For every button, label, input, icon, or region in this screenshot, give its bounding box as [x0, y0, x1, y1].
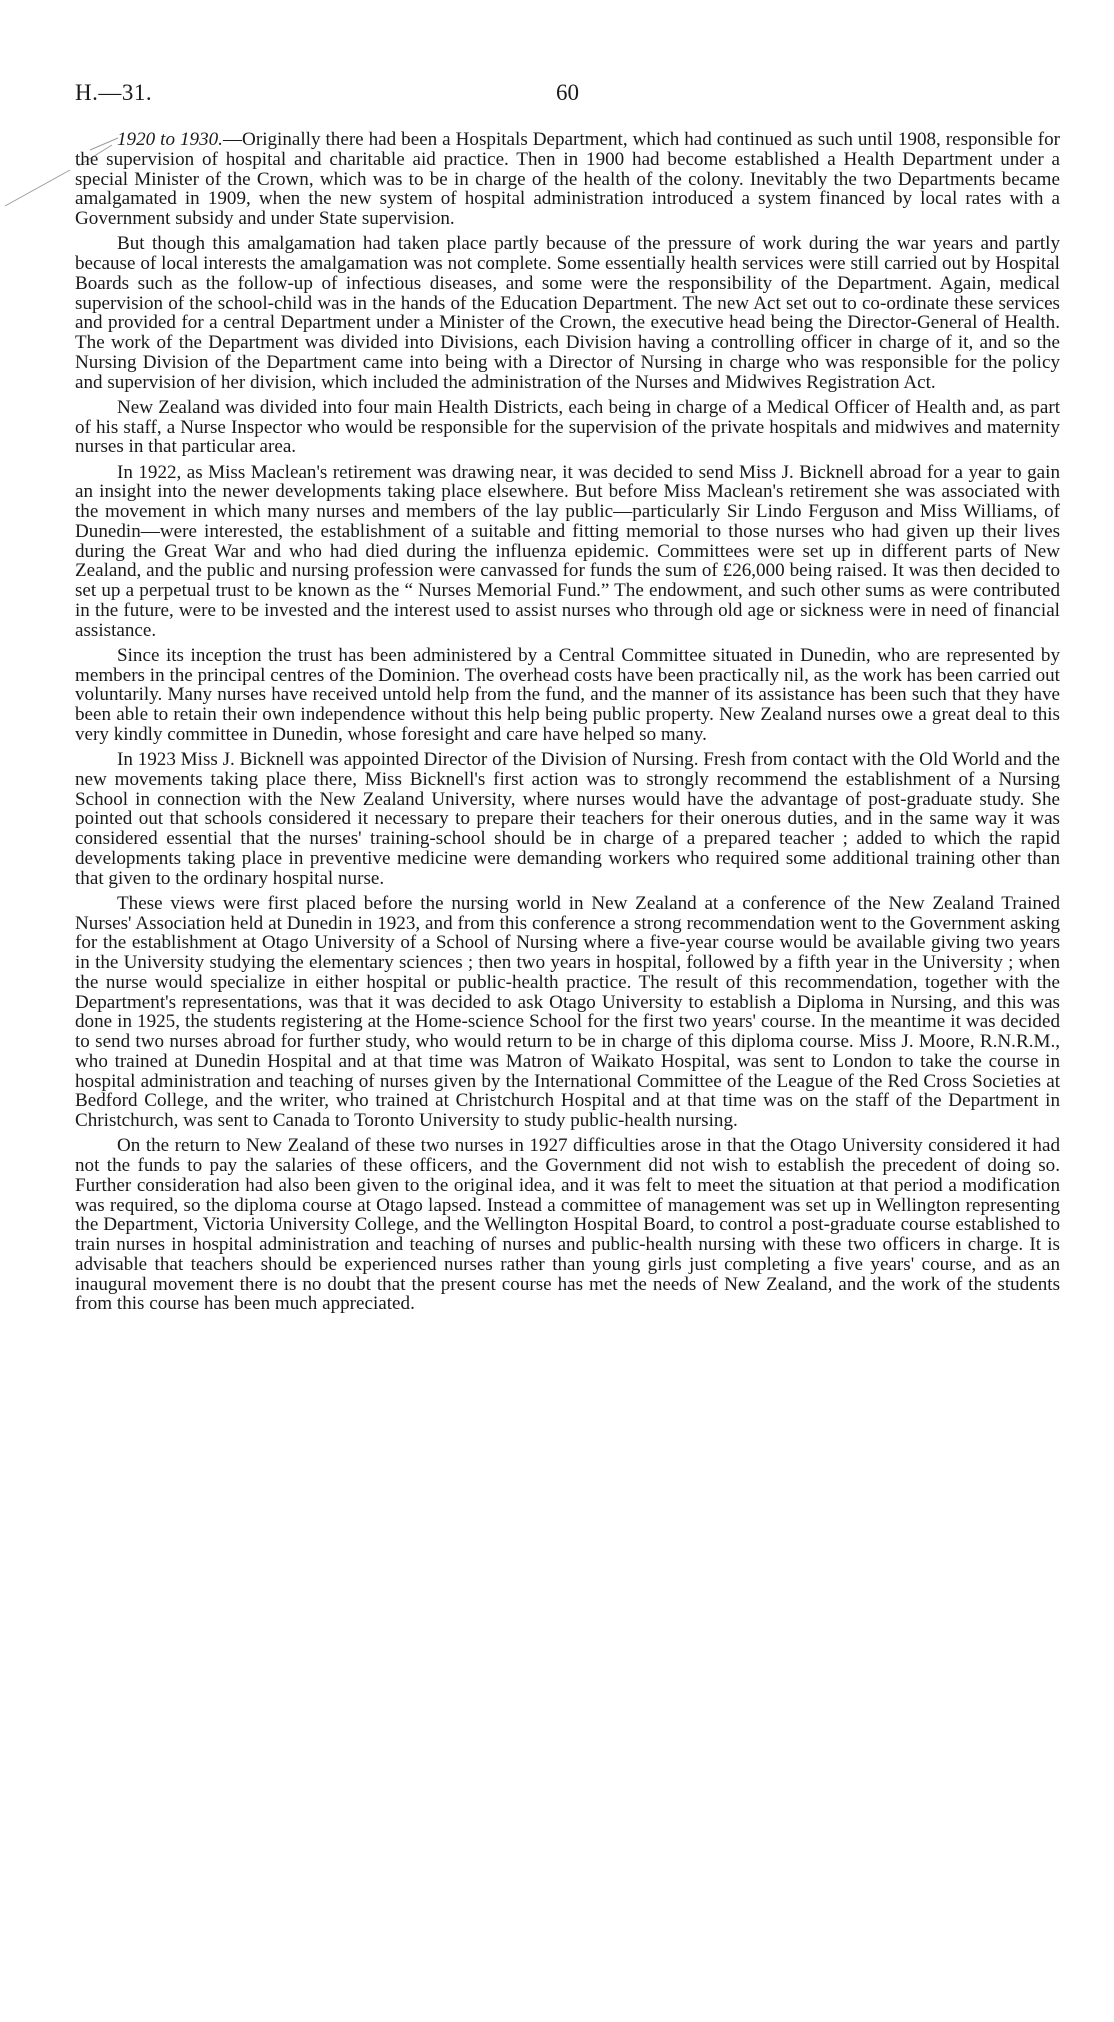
paragraph: New Zealand was divided into four main Health Districts, each being in charge of a Medical Officer of Health and, as part of his staff, a Nurse Inspector who would be responsible for the supervision of the private hospitals and midwives and maternity nurses in that particular area. — [75, 396, 1060, 458]
paragraph — [75, 130, 1060, 229]
paragraph: In 1923 Miss J. Bicknell was appointed Director of the Division of Nursing. Fresh from contact with the Old World and the new movements taking place there, Miss Bicknell's first action was to strongly recommend the establishment of a Nursing School in connection with the New Zealand University, where nurses would have the advantage of post-graduate study. She pointed out that schools considered it necessary to prepare their teachers for their onerous duties, and in the same way it was considered essential that the nurses' training-school should be in charge of a prepared teacher ; added to which the rapid developments taking place in preventive medicine were demanding workers who required some additional training other than that given to the ordinary hospital nurse. — [75, 749, 1060, 889]
paragraph: On the return to New Zealand of these two nurses in 1927 difficulties arose in that the Otago University considered it had not the funds to pay the salaries of these officers, and the Government did not wish to establish the precedent of doing so. Further consideration had also been given to the original idea, and it was felt to meet the situation at that period a modification was required, so the diploma course at Otago lapsed. Instead a committee of management was set up in Wellington representing the Department, Victoria University College, and the Wellington Hospital Board, to control a post-graduate course established to train nurses in hospital administration and teaching of nurses and public-health nursing with these two officers in charge. It is advisable that teachers should be experienced nurses rather than young girls just completing a five years' course, and as an inaugural movement there is no doubt that the present course has met the needs of New Zealand, and the work of the students from this course has been much appreciated. — [75, 1135, 1060, 1315]
paragraph: These views were first placed before the nursing world in New Zealand at a conference of the New Zealand Trained Nurses' Association held at Dunedin in 1923, and from this conference a strong recommendation went to the Government asking for the establishment at Otago University of a School of Nursing where a five-year course would be available giving two years in the University studying the elementary sciences ; then two years in hospital, followed by a fifth year in the University ; when the nurse would specialize in either hospital or public-health practice. The result of this recommendation, together with the Department's representations, was that it was decided to ask Otago University to establish a Diploma in Nursing, and this was done in 1925, the students registering at the Home-science School for the first two years' course. In the meantime it was decided to send two nurses abroad for further study, who would return to be in charge of this diploma course. Miss J. Moore, R.N.R.M., who trained at Dunedin Hospital and at that time was Matron of Waikato Hospital, was sent to London to take the course in hospital administration and teaching of nurses given by the International Committee of the League of the Red Cross Societies at Bedford College, and the writer, who trained at Christchurch Hospital and at that time was on the staff of the Department in Christchurch, was sent to Canada to Toronto University to study public-health nursing. — [75, 892, 1060, 1131]
page-header — [75, 80, 1060, 110]
paragraph: Since its inception the trust has been administered by a Central Committee situated in Dunedin, who are represented by members in the principal centres of the Dominion. The overhead costs have been practically nil, as the work has been carried out voluntarily. Many nurses have received untold help from the fund, and the manner of its assistance has been such that they have been able to retain their own independence without this help being public property. New Zealand nurses owe a great deal to this very kindly committee in Dunedin, whose foresight and care have helped so many. — [75, 644, 1060, 745]
document-body — [75, 130, 1060, 1320]
page-number: 60 — [556, 80, 579, 105]
paragraph-text: —Originally there had been a Hospitals Department, which had continued as such until 1908, responsible for the supervision of hospital and charitable aid practice. Then in 1900 had become established a Health Department under a special Minister of the Crown, which was to be in charge of the health of the colony. Inevitably the two Departments became amalgamated in 1909, when the new system of hospital administration introduced a system financed by local rates with a Government subsidy and under State supervision. — [75, 129, 1060, 229]
section-lead: 1920 to 1930. — [117, 129, 223, 150]
paragraph: In 1922, as Miss Maclean's retirement was drawing near, it was decided to send Miss J. Bicknell abroad for a year to gain an insight into the newer developments taking place elsewhere. But before Miss Maclean's retirement she was associated with the movement in which many nurses and members of the lay public—particularly Sir Lindo Ferguson and Miss Williams, of Dunedin—were interested, the establishment of a suitable and fitting memorial to those nurses who had given up their lives during the Great War and who had died during the influenza epidemic. Committees were set up in different parts of New Zealand, and the public and nursing profession were canvassed for funds the sum of £26,000 being raised. It was then decided to set up a perpetual trust to be known as the “ Nurses Memorial Fund.” The endowment, and such other sums as were contributed in the future, were to be invested and the interest used to assist nurses who through old age or sickness were in need of financial assistance. — [75, 461, 1060, 641]
document-reference: H.—31. — [75, 80, 153, 105]
paragraph: But though this amalgamation had taken place partly because of the pressure of work during the war years and partly because of local interests the amalgamation was not complete. Some essentially health services were still carried out by Hospital Boards such as the follow-up of infectious diseases, and some were the responsibility of the Department. Again, medical supervision of the school-child was in the hands of the Education Department. The new Act set out to co-ordinate these services and provided for a central Department under a Minister of the Crown, the executive head being the Director-General of Health. The work of the Department was divided into Divisions, each Division having a controlling officer in charge of it, and so the Nursing Division of the Department came into being with a Director of Nursing in charge who was responsible for the policy and supervision of her division, which included the administration of the Nurses and Midwives Registration Act. — [75, 233, 1060, 393]
